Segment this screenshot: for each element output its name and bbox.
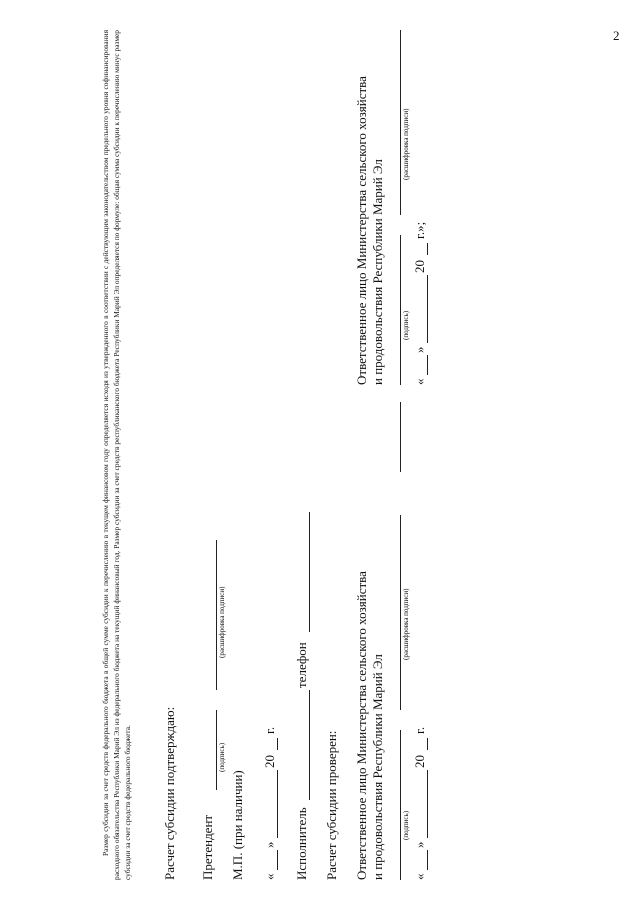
right-year-line (427, 243, 428, 255)
right-day-line (427, 355, 428, 375)
separator-line (400, 402, 401, 472)
right-official-line2: и продовольствия Республики Марий Эл (370, 159, 385, 385)
right-signature-line (400, 235, 401, 385)
checked-decode-line (400, 515, 401, 710)
subsidy-note (100, 30, 133, 880)
checked-year-line (427, 738, 428, 750)
checked-signature-caption: (подпись) (402, 810, 410, 840)
checked-date-open: « (412, 873, 427, 880)
right-date-close: » (412, 346, 427, 353)
applicant-label: Претендент (200, 814, 215, 880)
right-year-prefix: 20 (412, 260, 427, 273)
phone-label: телефон (294, 642, 309, 688)
stamp-label: М.П. (при наличии) (230, 770, 245, 880)
checked-official-line1: Ответственное лицо Министерства сельского хозяйства (354, 571, 369, 880)
date-year-line (277, 738, 278, 750)
signature-caption: (подпись) (218, 742, 226, 772)
checked-official-line2: и продовольствия Республики Марий Эл (370, 654, 385, 880)
executor-label: Исполнитель (294, 807, 309, 880)
checked-heading: Расчет субсидии проверен: (324, 730, 339, 880)
checked-year-prefix: 20 (412, 755, 427, 768)
checked-signature-line (400, 730, 401, 880)
checked-month-line (427, 770, 428, 838)
confirm-heading: Расчет субсидии подтверждаю: (162, 706, 177, 880)
right-date-open: « (412, 378, 427, 385)
phone-line (309, 512, 310, 632)
applicant-decode-line (216, 540, 217, 690)
note-paragraph: Размер субсидии за счет средств федерального бюджета в общей сумме субсидии к перечислению в текущем финансовом году определяется исходя из утвержденного в соответствии с действующим законодательством предельного уровня софинансирования расходного обязательства Республики Марий Эл из федерального бюджета на текущий финансовый год. Размер субсидии за счет средств республиканского бюджета Республики Марий Эл определяется по формуле: общая сумма субсидии к перечислению минус размер субсидии за счет средств федерального бюджета. (101, 30, 132, 880)
date-day-line (277, 850, 278, 870)
right-year-suffix: г.»; (412, 221, 427, 239)
right-signature-caption: (подпись) (402, 310, 410, 340)
checked-year-suffix: г. (412, 726, 427, 734)
year-prefix: 20 (262, 755, 277, 768)
executor-line (309, 690, 310, 800)
checked-date-close: » (412, 841, 427, 848)
right-month-line (427, 275, 428, 343)
rotated-form (100, 20, 640, 880)
year-suffix: г. (262, 726, 277, 734)
applicant-signature-line (216, 710, 217, 790)
date-month-line (277, 770, 278, 838)
checked-day-line (427, 850, 428, 870)
page-number: 2 (613, 28, 620, 43)
date-open: « (262, 873, 277, 880)
checked-decode-caption: (расшифровка подписи) (402, 588, 410, 660)
right-official-line1: Ответственное лицо Министерства сельского хозяйства (354, 76, 369, 385)
decode-caption: (расшифровка подписи) (218, 586, 226, 658)
right-decode-line (400, 30, 401, 215)
date-close: » (262, 841, 277, 848)
right-decode-caption: (расшифровка подписи) (402, 108, 410, 180)
